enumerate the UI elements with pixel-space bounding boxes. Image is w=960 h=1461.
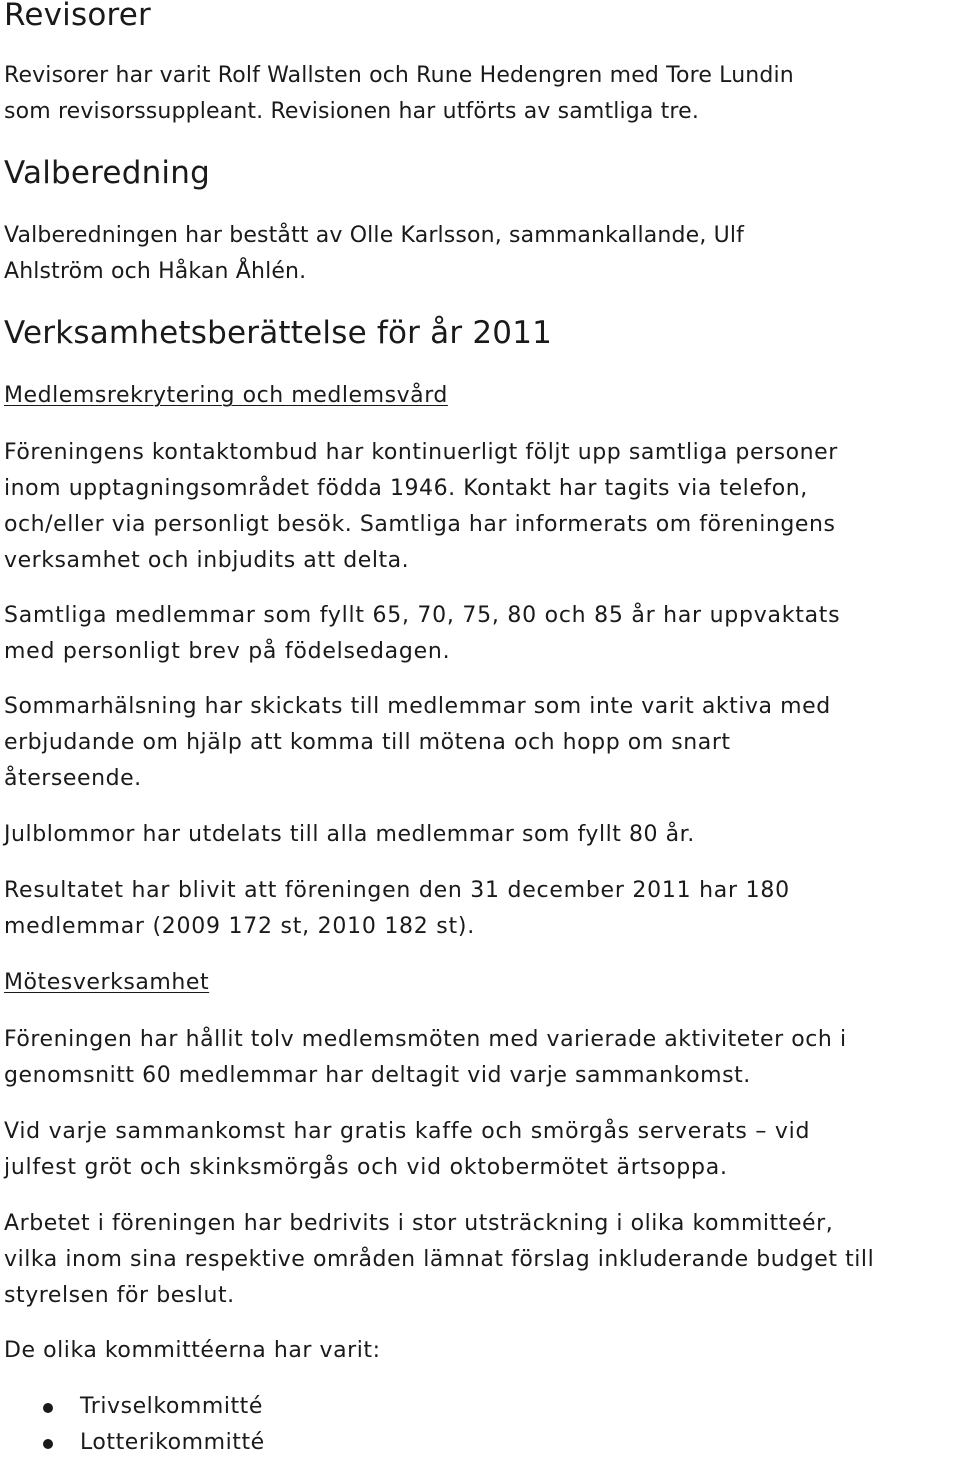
committee-label: Trivselkommitté bbox=[80, 1394, 263, 1419]
committee-list bbox=[0, 1389, 265, 1461]
text-line: som revisorssuppleant. Revisionen har utförts av samtliga tre. bbox=[4, 99, 699, 124]
text-line: Valberedningen har bestått av Olle Karlsson, sammankallande, Ulf bbox=[4, 223, 745, 248]
moten-paragraph-4 bbox=[4, 1333, 381, 1369]
subheading-medlemsrekrytering: Medlemsrekrytering och medlemsvård bbox=[4, 383, 448, 408]
text-line: Sommarhälsning har skickats till medlemmar som inte varit aktiva med bbox=[4, 694, 831, 719]
text-line: vilka inom sina respektive områden lämnat förslag inkluderande budget till bbox=[4, 1247, 875, 1272]
list-item bbox=[0, 1425, 265, 1461]
list-item bbox=[0, 1389, 265, 1425]
medlem-paragraph-1 bbox=[4, 435, 838, 579]
medlem-paragraph-2 bbox=[4, 598, 840, 670]
revisorer-paragraph bbox=[4, 58, 794, 130]
text-line: julfest gröt och skinksmörgås och vid oktobermötet ärtsoppa. bbox=[4, 1155, 728, 1180]
heading-revisorer: Revisorer bbox=[4, 0, 151, 33]
bullet-icon bbox=[43, 1439, 53, 1449]
moten-paragraph-1 bbox=[4, 1022, 847, 1094]
text-line: Föreningens kontaktombud har kontinuerligt följt upp samtliga personer bbox=[4, 440, 838, 465]
moten-paragraph-3 bbox=[4, 1206, 874, 1314]
text-line: Julblommor har utdelats till alla medlemmar som fyllt 80 år. bbox=[4, 822, 695, 847]
subheading-motesverksamhet: Mötesverksamhet bbox=[4, 970, 210, 995]
valberedning-paragraph bbox=[4, 218, 744, 290]
text-line: Föreningen har hållit tolv medlemsmöten med varierade aktiviteter och i bbox=[4, 1027, 847, 1052]
text-line: Ahlström och Håkan Åhlén. bbox=[4, 259, 307, 284]
text-line: Revisorer har varit Rolf Wallsten och Rune Hedengren med Tore Lundin bbox=[4, 63, 794, 88]
text-line: De olika kommittéerna har varit: bbox=[4, 1338, 381, 1363]
heading-valberedning: Valberedning bbox=[4, 155, 210, 191]
text-line: styrelsen för beslut. bbox=[4, 1283, 235, 1308]
medlem-paragraph-5 bbox=[4, 873, 790, 945]
text-line: Samtliga medlemmar som fyllt 65, 70, 75, 80 och 85 år har uppvaktats bbox=[4, 603, 841, 628]
text-line: inom upptagningsområdet födda 1946. Kontakt har tagits via telefon, bbox=[4, 476, 808, 501]
heading-verksamhetsberattelse: Verksamhetsberättelse för år 2011 bbox=[4, 315, 553, 351]
text-line: Resultatet har blivit att föreningen den 31 december 2011 har 180 bbox=[4, 878, 790, 903]
text-line: medlemmar (2009 172 st, 2010 182 st). bbox=[4, 914, 475, 939]
medlem-paragraph-3 bbox=[4, 689, 831, 797]
committee-label: Lotterikommitté bbox=[80, 1430, 265, 1455]
text-line: erbjudande om hjälp att komma till mötena och hopp om snart bbox=[4, 730, 731, 755]
text-line: och/eller via personligt besök. Samtliga har informerats om föreningens bbox=[4, 512, 836, 537]
text-line: återseende. bbox=[4, 766, 142, 791]
text-line: genomsnitt 60 medlemmar har deltagit vid varje sammankomst. bbox=[4, 1063, 751, 1088]
text-line: Arbetet i föreningen har bedrivits i stor utsträckning i olika kommitteér, bbox=[4, 1211, 834, 1236]
text-line: verksamhet och inbjudits att delta. bbox=[4, 548, 410, 573]
bullet-icon bbox=[43, 1403, 53, 1413]
text-line: Vid varje sammankomst har gratis kaffe och smörgås serverats – vid bbox=[4, 1119, 811, 1144]
medlem-paragraph-4 bbox=[4, 817, 695, 853]
moten-paragraph-2 bbox=[4, 1114, 810, 1186]
text-line: med personligt brev på födelsedagen. bbox=[4, 639, 451, 664]
